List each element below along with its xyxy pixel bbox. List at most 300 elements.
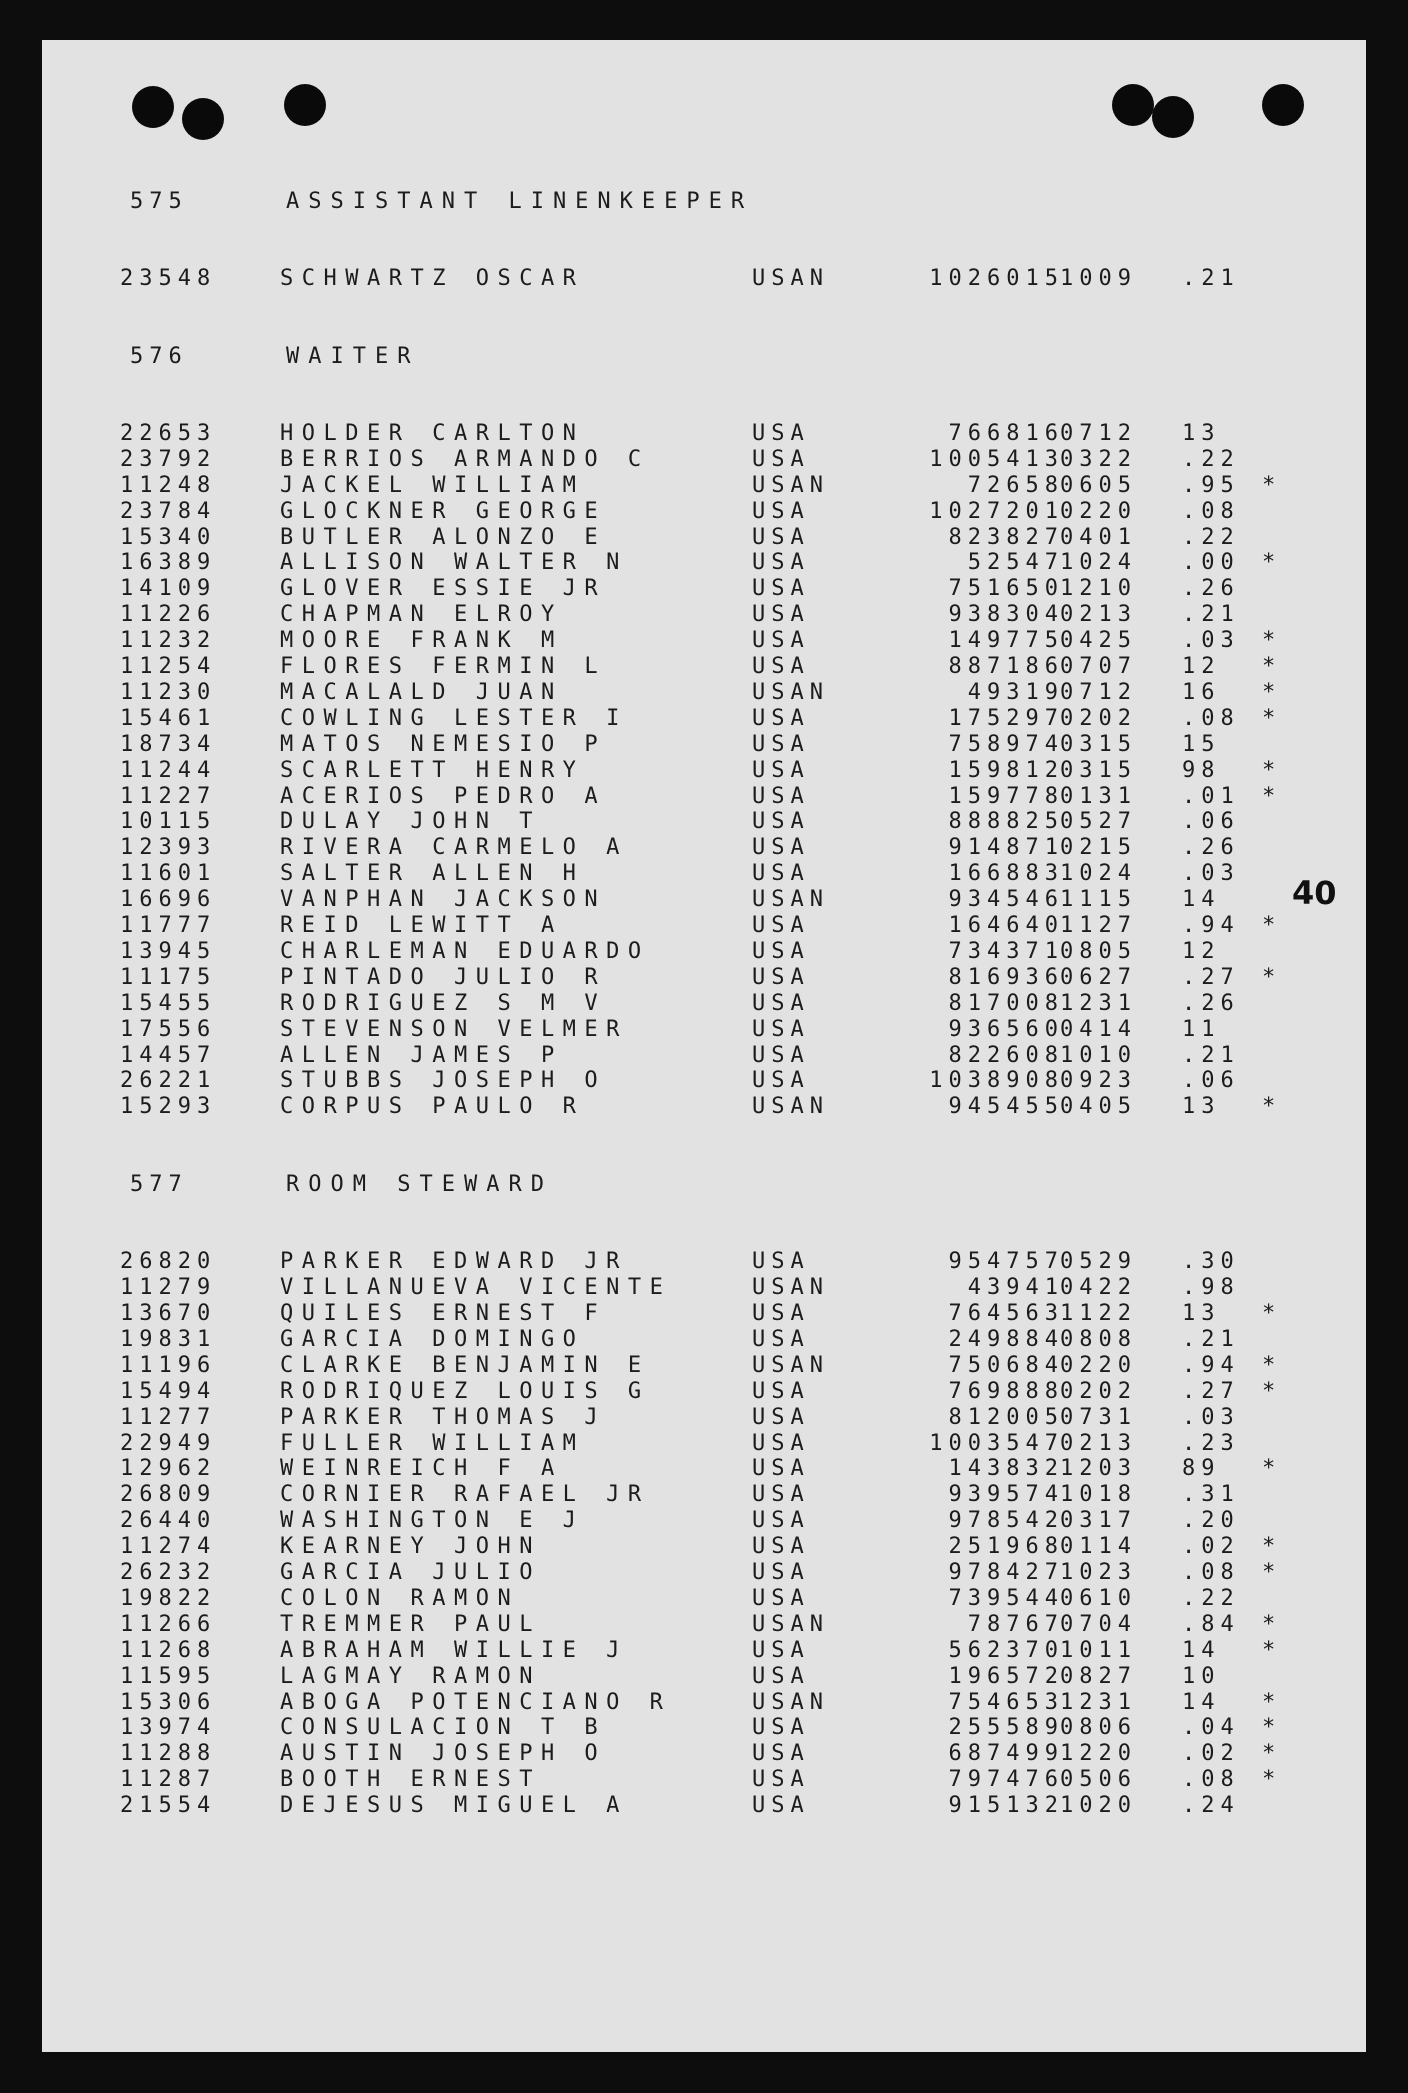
nationality: USA [752, 1301, 810, 1326]
nationality: USA [752, 628, 810, 654]
date-code: 0317 [1060, 1508, 1137, 1534]
crew-number: 11248 [120, 472, 217, 498]
date-code: 0315 [1060, 731, 1137, 757]
book-number: 49319 [967, 679, 1064, 705]
crew-number: 13945 [120, 938, 217, 964]
crew-number: 11244 [120, 757, 217, 783]
date-code: 0131 [1060, 783, 1137, 809]
book-number: 1027201 [929, 498, 1064, 524]
book-number: 914871 [948, 835, 1064, 861]
crew-name: KEARNEY JOHN [280, 1534, 541, 1560]
crew-name: CORNIER RAFAEL JR [280, 1482, 650, 1508]
asterisk-mark: * [1262, 705, 1282, 731]
crew-name: FLORES FERMIN L [280, 654, 607, 679]
book-number: 734371 [948, 938, 1064, 964]
rate-code: .26 [1182, 990, 1240, 1016]
crew-name: MATOS NEMESIO P [280, 731, 607, 757]
crew-row [42, 914, 1366, 938]
crew-row [42, 526, 1366, 550]
date-code: 0220 [1060, 498, 1137, 524]
crew-row [42, 474, 1366, 498]
section-number: 576 [130, 343, 188, 369]
date-code: 0425 [1060, 628, 1137, 654]
crew-row [42, 992, 1366, 1016]
date-code: 0414 [1060, 1016, 1137, 1042]
asterisk-mark: * [1262, 1767, 1282, 1793]
rate-code: .94 [1182, 913, 1240, 938]
date-code: 1009 [1060, 266, 1137, 291]
crew-row [42, 551, 1366, 575]
book-number: 196572 [948, 1663, 1064, 1689]
crew-number: 17556 [120, 1016, 217, 1042]
rate-code: 13 [1182, 1301, 1221, 1326]
rate-code: .22 [1182, 446, 1240, 472]
date-code: 0213 [1060, 1430, 1137, 1456]
date-code: 0213 [1060, 602, 1137, 628]
crew-row [42, 1018, 1366, 1042]
book-number: 1005413 [929, 446, 1064, 472]
crew-number: 11226 [120, 602, 217, 628]
rate-code: 12 [1182, 654, 1221, 679]
crew-row [42, 1639, 1366, 1663]
nationality: USA [752, 576, 810, 602]
nationality: USA [752, 1456, 810, 1482]
date-code: 1122 [1060, 1301, 1137, 1326]
crew-name: RIVERA CARMELO A [280, 835, 628, 861]
nationality: USA [752, 990, 810, 1016]
crew-row [42, 888, 1366, 912]
crew-name: REID LEWITT A [280, 913, 563, 938]
date-code: 0422 [1060, 1275, 1137, 1301]
rate-code: 98 [1182, 757, 1221, 783]
nationality: USA [752, 654, 810, 679]
nationality: USA [752, 783, 810, 809]
crew-name: BERRIOS ARMANDO C [280, 446, 650, 472]
book-number: 251968 [948, 1534, 1064, 1560]
date-code: 1018 [1060, 1482, 1137, 1508]
crew-number: 26809 [120, 1482, 217, 1508]
nationality: USA [752, 1378, 810, 1404]
crew-number: 11274 [120, 1534, 217, 1560]
book-number: 750684 [948, 1352, 1064, 1378]
crew-number: 22949 [120, 1430, 217, 1456]
rate-code: .06 [1182, 809, 1240, 835]
crew-name: ABRAHAM WILLIE J [280, 1637, 628, 1663]
nationality: USAN [752, 1275, 829, 1301]
crew-name: QUILES ERNEST F [280, 1301, 607, 1326]
rate-code: 14 [1182, 1689, 1221, 1715]
nationality: USAN [752, 1352, 829, 1378]
crew-name: GARCIA JULIO [280, 1560, 541, 1585]
book-number: 166883 [948, 861, 1064, 887]
crew-row [42, 785, 1366, 809]
crew-name: RODRIQUEZ LOUIS G [280, 1378, 650, 1404]
crew-number: 11288 [120, 1741, 217, 1767]
crew-row [42, 733, 1366, 757]
crew-row [42, 1535, 1366, 1559]
crew-number: 26221 [120, 1068, 217, 1094]
book-number: 978542 [948, 1508, 1064, 1534]
book-number: 766816 [948, 420, 1064, 446]
nationality: USA [752, 1508, 810, 1534]
nationality: USA [752, 1482, 810, 1508]
rate-code: .21 [1182, 266, 1240, 291]
book-number: 687499 [948, 1741, 1064, 1767]
nationality: USAN [752, 1689, 829, 1715]
section-title: ASSISTANT LINENKEEPER [286, 189, 754, 214]
crew-row [42, 810, 1366, 834]
crew-number: 11279 [120, 1275, 217, 1301]
asterisk-mark: * [1262, 628, 1282, 654]
crew-row [42, 1742, 1366, 1766]
crew-number: 26232 [120, 1560, 217, 1585]
rate-code: .08 [1182, 1767, 1240, 1793]
nationality: USA [752, 809, 810, 835]
crew-name: COLON RAMON [280, 1585, 520, 1611]
crew-number: 10115 [120, 809, 217, 835]
rate-code: .08 [1182, 705, 1240, 731]
book-number: 823827 [948, 524, 1064, 550]
date-code: 0315 [1060, 757, 1137, 783]
date-code: 0923 [1060, 1068, 1137, 1094]
asterisk-mark: * [1262, 1534, 1282, 1560]
rate-code: .20 [1182, 1508, 1240, 1534]
book-number: 255589 [948, 1715, 1064, 1741]
book-number: 164640 [948, 913, 1064, 938]
date-code: 0707 [1060, 654, 1137, 679]
date-code: 0805 [1060, 938, 1137, 964]
book-number: 149775 [948, 628, 1064, 654]
asterisk-mark: * [1262, 913, 1282, 938]
crew-name: HOLDER CARLTON [280, 420, 585, 446]
crew-name: GARCIA DOMINGO [280, 1326, 585, 1352]
date-code: 0114 [1060, 1534, 1137, 1560]
rate-code: 13 [1182, 420, 1221, 446]
crew-name: DEJESUS MIGUEL A [280, 1793, 628, 1819]
crew-row [42, 1432, 1366, 1456]
rate-code: .94 [1182, 1352, 1240, 1378]
crew-name: FULLER WILLIAM [280, 1430, 585, 1456]
nationality: USAN [752, 1611, 829, 1637]
nationality: USA [752, 1715, 810, 1741]
date-code: 0605 [1060, 472, 1137, 498]
nationality: USA [752, 1042, 810, 1068]
nationality: USAN [752, 887, 829, 913]
date-code: 1020 [1060, 1793, 1137, 1819]
crew-row [42, 422, 1366, 446]
asterisk-mark: * [1262, 1094, 1282, 1120]
crew-name: STUBBS JOSEPH O [280, 1068, 607, 1094]
crew-row [42, 681, 1366, 705]
date-code: 1024 [1060, 861, 1137, 887]
crew-name: AUSTIN JOSEPH O [280, 1741, 607, 1767]
book-number: 143832 [948, 1456, 1064, 1482]
crew-name: ABOGA POTENCIANO R [280, 1689, 672, 1715]
nationality: USAN [752, 679, 829, 705]
crew-row [42, 1380, 1366, 1404]
crew-number: 11175 [120, 964, 217, 990]
rate-code: .08 [1182, 498, 1240, 524]
rate-code: .95 [1182, 472, 1240, 498]
nationality: USA [752, 524, 810, 550]
crew-row [42, 655, 1366, 679]
date-code: 0527 [1060, 809, 1137, 835]
crew-number: 11777 [120, 913, 217, 938]
rate-code: .84 [1182, 1611, 1240, 1637]
crew-row [42, 1716, 1366, 1740]
asterisk-mark: * [1262, 1611, 1282, 1637]
crew-number: 15293 [120, 1094, 217, 1120]
date-code: 0220 [1060, 1352, 1137, 1378]
crew-name: STEVENSON VELMER [280, 1016, 628, 1042]
rate-code: .24 [1182, 1793, 1240, 1819]
asterisk-mark: * [1262, 472, 1282, 498]
rate-code: .98 [1182, 1275, 1240, 1301]
date-code: 0405 [1060, 1094, 1137, 1120]
section-number: 577 [130, 1172, 188, 1198]
section-number: 575 [130, 189, 188, 214]
crew-number: 11287 [120, 1767, 217, 1793]
book-number: 159812 [948, 757, 1064, 783]
crew-name: TREMMER PAUL [280, 1611, 541, 1637]
book-number: 1026015 [929, 266, 1064, 291]
crew-name: BOOTH ERNEST [280, 1767, 541, 1793]
crew-number: 15494 [120, 1378, 217, 1404]
crew-name: WEINREICH F A [280, 1456, 563, 1482]
book-number: 739544 [948, 1585, 1064, 1611]
book-number: 915132 [948, 1793, 1064, 1819]
book-number: 249884 [948, 1326, 1064, 1352]
crew-row [42, 500, 1366, 524]
crew-number: 12962 [120, 1456, 217, 1482]
rate-code: .04 [1182, 1715, 1240, 1741]
crew-row [42, 1354, 1366, 1378]
date-code: 0731 [1060, 1404, 1137, 1430]
crew-row [42, 862, 1366, 886]
crew-row [42, 1587, 1366, 1611]
section-title: ROOM STEWARD [286, 1172, 553, 1198]
crew-number: 23548 [120, 266, 217, 291]
asterisk-mark: * [1262, 1378, 1282, 1404]
date-code: 1231 [1060, 990, 1137, 1016]
nationality: USA [752, 757, 810, 783]
crew-row [42, 577, 1366, 601]
date-code: 1220 [1060, 1741, 1137, 1767]
nationality: USA [752, 1249, 810, 1275]
rate-code: 15 [1182, 731, 1221, 757]
book-number: 1003547 [929, 1430, 1064, 1456]
crew-number: 19831 [120, 1326, 217, 1352]
nationality: USA [752, 1637, 810, 1663]
section-title: WAITER [286, 343, 420, 369]
nationality: USA [752, 602, 810, 628]
nationality: USA [752, 1663, 810, 1689]
crew-number: 23784 [120, 498, 217, 524]
crew-number: 26820 [120, 1249, 217, 1275]
rate-code: .08 [1182, 1560, 1240, 1585]
asterisk-mark: * [1262, 783, 1282, 809]
nationality: USA [752, 446, 810, 472]
asterisk-mark: * [1262, 679, 1282, 705]
rate-code: 89 [1182, 1456, 1221, 1482]
crew-name: MACALALD JUAN [280, 679, 563, 705]
nationality: USA [752, 1430, 810, 1456]
crew-row [42, 603, 1366, 627]
rate-code: .01 [1182, 783, 1240, 809]
date-code: 0827 [1060, 1663, 1137, 1689]
asterisk-mark: * [1262, 1741, 1282, 1767]
nationality: USA [752, 498, 810, 524]
crew-name: BUTLER ALONZO E [280, 524, 607, 550]
crew-name: VILLANUEVA VICENTE [280, 1275, 672, 1301]
nationality: USA [752, 731, 810, 757]
book-number: 764563 [948, 1301, 1064, 1326]
nationality: USAN [752, 1094, 829, 1120]
crew-row [42, 966, 1366, 990]
book-number: 751650 [948, 576, 1064, 602]
date-code: 0401 [1060, 524, 1137, 550]
rate-code: .03 [1182, 861, 1240, 887]
book-number: 934546 [948, 887, 1064, 913]
crew-number: 13974 [120, 1715, 217, 1741]
crew-row [42, 1406, 1366, 1430]
nationality: USA [752, 1585, 810, 1611]
crew-number: 11266 [120, 1611, 217, 1637]
rate-code: .03 [1182, 1404, 1240, 1430]
crew-number: 11601 [120, 861, 217, 887]
crew-name: WASHINGTON E J [280, 1508, 585, 1534]
date-code: 0627 [1060, 964, 1137, 990]
date-code: 1010 [1060, 1042, 1137, 1068]
book-number: 822608 [948, 1042, 1064, 1068]
book-number: 888825 [948, 809, 1064, 835]
crew-row [42, 1509, 1366, 1533]
crew-row [42, 1069, 1366, 1093]
nationality: USA [752, 1741, 810, 1767]
crew-number: 15306 [120, 1689, 217, 1715]
rate-code: 10 [1182, 1663, 1221, 1689]
crew-name: ALLEN JAMES P [280, 1042, 563, 1068]
crew-number: 15455 [120, 990, 217, 1016]
date-code: 1127 [1060, 913, 1137, 938]
book-number: 938304 [948, 602, 1064, 628]
crew-number: 13670 [120, 1301, 217, 1326]
book-number: 1038908 [929, 1068, 1064, 1094]
crew-name: RODRIGUEZ S M V [280, 990, 607, 1016]
crew-row [42, 267, 1366, 291]
crew-name: SALTER ALLEN H [280, 861, 585, 887]
nationality: USA [752, 1326, 810, 1352]
date-code: 0322 [1060, 446, 1137, 472]
crew-number: 23792 [120, 446, 217, 472]
date-code: 0806 [1060, 1715, 1137, 1741]
book-number: 978427 [948, 1560, 1064, 1585]
rate-code: .27 [1182, 1378, 1240, 1404]
book-number: 175297 [948, 705, 1064, 731]
crew-name: CORPUS PAULO R [280, 1094, 585, 1120]
crew-number: 11595 [120, 1663, 217, 1689]
rate-code: .21 [1182, 1042, 1240, 1068]
rate-code: .03 [1182, 628, 1240, 654]
rate-code: .22 [1182, 524, 1240, 550]
crew-row [42, 1691, 1366, 1715]
rate-code: .23 [1182, 1430, 1240, 1456]
date-code: 1231 [1060, 1689, 1137, 1715]
rate-code: .06 [1182, 1068, 1240, 1094]
rate-code: .27 [1182, 964, 1240, 990]
crew-name: LAGMAY RAMON [280, 1663, 541, 1689]
date-code: 1023 [1060, 1560, 1137, 1585]
date-code: 1210 [1060, 576, 1137, 602]
asterisk-mark: * [1262, 1560, 1282, 1585]
nationality: USA [752, 550, 810, 576]
rate-code: .22 [1182, 1585, 1240, 1611]
crew-row [42, 1095, 1366, 1119]
crew-number: 11232 [120, 628, 217, 654]
date-code: 0712 [1060, 679, 1137, 705]
nationality: USA [752, 420, 810, 446]
crew-name: CHAPMAN ELROY [280, 602, 563, 628]
document-page [42, 40, 1366, 2052]
rate-code: .02 [1182, 1534, 1240, 1560]
crew-row [42, 836, 1366, 860]
date-code: 1024 [1060, 550, 1137, 576]
crew-row [42, 1250, 1366, 1274]
date-code: 1115 [1060, 887, 1137, 913]
crew-row [42, 1044, 1366, 1068]
crew-row [42, 1276, 1366, 1300]
nationality: USA [752, 1560, 810, 1585]
crew-name: PINTADO JULIO R [280, 964, 607, 990]
rate-code: .02 [1182, 1741, 1240, 1767]
asterisk-mark: * [1262, 1689, 1282, 1715]
asterisk-mark: * [1262, 964, 1282, 990]
book-number: 954757 [948, 1249, 1064, 1275]
book-number: 758974 [948, 731, 1064, 757]
nationality: USA [752, 1767, 810, 1793]
crew-number: 11277 [120, 1404, 217, 1430]
book-number: 945455 [948, 1094, 1064, 1120]
rate-code: .21 [1182, 1326, 1240, 1352]
crew-number: 22653 [120, 420, 217, 446]
crew-row [42, 707, 1366, 731]
book-number: 816936 [948, 964, 1064, 990]
rate-code: .21 [1182, 602, 1240, 628]
book-number: 939574 [948, 1482, 1064, 1508]
asterisk-mark: * [1262, 757, 1282, 783]
book-number: 797476 [948, 1767, 1064, 1793]
crew-name: PARKER THOMAS J [280, 1404, 607, 1430]
book-number: 812005 [948, 1404, 1064, 1430]
rate-code: .26 [1182, 835, 1240, 861]
crew-row [42, 759, 1366, 783]
rate-code: 14 [1182, 1637, 1221, 1663]
date-code: 0215 [1060, 835, 1137, 861]
section-header [42, 345, 1366, 369]
nationality: USA [752, 1404, 810, 1430]
nationality: USAN [752, 472, 829, 498]
crew-name: CONSULACION T B [280, 1715, 607, 1741]
nationality: USA [752, 1793, 810, 1819]
nationality: USA [752, 1016, 810, 1042]
book-number: 72658 [967, 472, 1064, 498]
rate-code: 14 [1182, 887, 1221, 913]
book-number: 754653 [948, 1689, 1064, 1715]
crew-number: 21554 [120, 1793, 217, 1819]
book-number: 562370 [948, 1637, 1064, 1663]
crew-name: SCHWARTZ OSCAR [280, 266, 585, 291]
rate-code: 12 [1182, 938, 1221, 964]
